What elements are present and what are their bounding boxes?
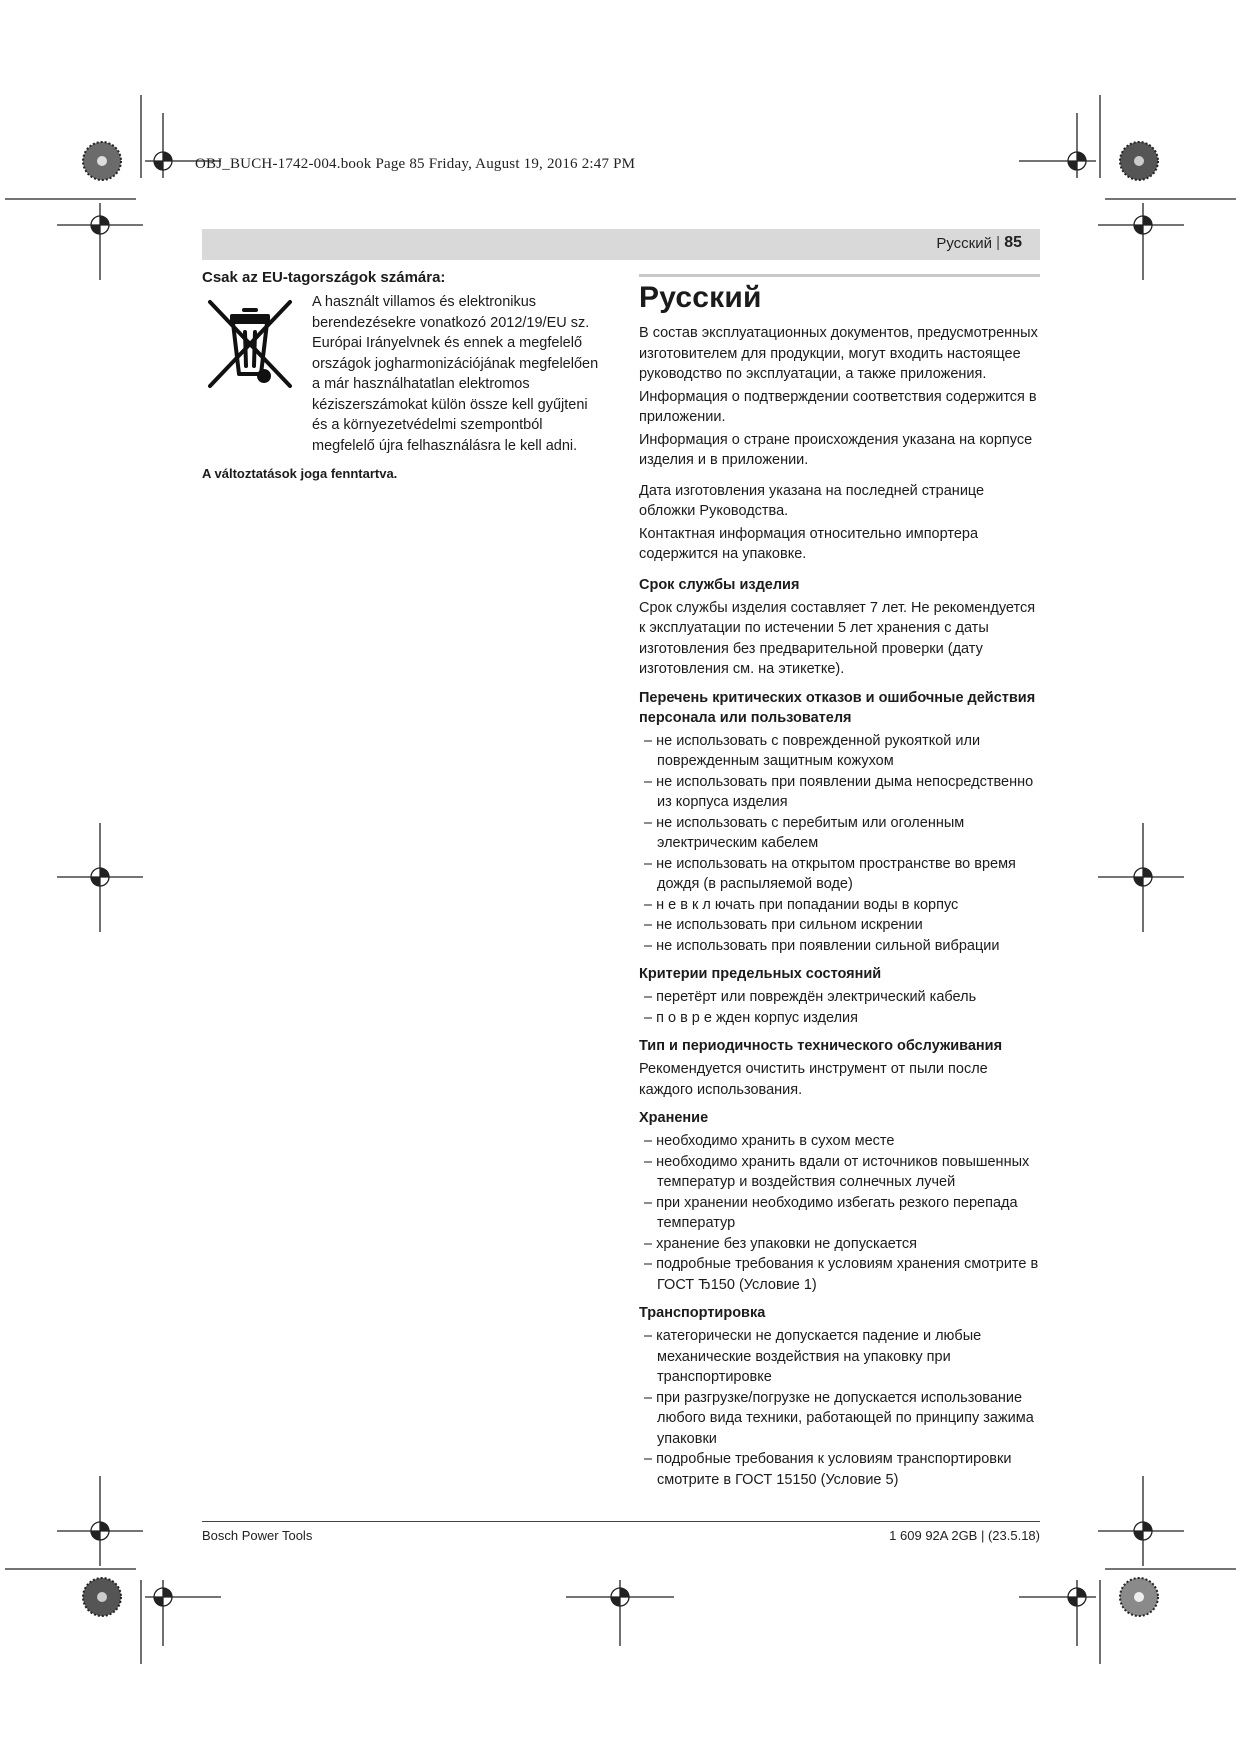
list-item: – категорически не допускается падение и любые механические воздействия на упаковку при транспортировке — [644, 1328, 982, 1385]
list-item: – не использовать с поврежденной рукояткой или поврежденным защитным кожухом — [644, 732, 981, 769]
list-item: – не использовать с перебитым или оголенным электрическим кабелем — [644, 814, 965, 851]
print-header: OBJ_BUCH-1742-004.book Page 85 Friday, August 19, 2016 2:47 PM — [195, 156, 636, 172]
left-column — [202, 269, 602, 481]
service-life-text: Срок службы изделия составляет 7 лет. Не рекомендуется к эксплуатации по истечении 5 лет хранения с даты изготовления без предварительной проверки (дату изготовления см. на этикетке). — [639, 599, 1036, 677]
list-item: – хранение без упаковки не допускается — [644, 1235, 917, 1252]
intro-block — [639, 323, 1040, 471]
list-item: – перетёрт или повреждён электрический кабель — [644, 989, 977, 1005]
weee-notice — [202, 292, 602, 456]
list-item: – не использовать при сильном искрении — [644, 917, 923, 933]
page-number: 85 — [1004, 234, 1022, 251]
list-item: – необходимо хранить вдали от источников повышенных температур и воздействия солнечных лучей — [644, 1153, 1030, 1190]
intro-paragraph: Информация о стране происхождения указана на корпусе изделия и в приложении. — [639, 431, 1033, 468]
eu-heading: Csak az EU-tagországok számára: — [202, 269, 446, 286]
header-language: Русский — [936, 235, 992, 252]
storage-heading: Хранение — [639, 1110, 709, 1126]
footer-doc-number: 1 609 92A 2GB | (23.5.18) — [889, 1528, 1040, 1543]
transport-list — [639, 1326, 1040, 1490]
weee-text: A használt villamos és elektronikus berendezésekre vonatkozó 2012/19/EU sz. Európai Irányelvnek és ennek a megfelelő országok jogharmonizációjának megfelelően a már használhatatlan elektromos kéziszerszámokat külön össze kell gyűjteni és a környezetvédelmi szempontból megfelelő újra felhasználásra le kell adni. — [312, 294, 599, 454]
footer-brand: Bosch Power Tools — [202, 1528, 313, 1543]
list-item: – подробные требования к условиям транспортировки смотрите в ГОСТ 15150 (Условие 5) — [644, 1451, 1012, 1488]
list-item: – при разгрузке/погрузке не допускается использование любого вида техники, работающей по принципу зажима упаковки — [644, 1389, 1034, 1447]
list-item: – не использовать на открытом пространстве во время дождя (в распыляемой воде) — [644, 855, 1016, 892]
list-item: – при хранении необходимо избегать резкого перепада температур — [644, 1194, 1018, 1231]
limit-states-heading: Критерии предельных состояний — [639, 966, 882, 982]
service-life-heading: Срок службы изделия — [639, 576, 800, 593]
failures-heading: Перечень критических отказов и ошибочные действия персонала или пользователя — [639, 689, 1036, 726]
section-title: Русский — [639, 281, 762, 314]
header-separator: | — [996, 234, 1000, 251]
limit-states-list — [639, 987, 1040, 1028]
list-item: – необходимо хранить в сухом месте — [644, 1133, 895, 1149]
storage-list — [639, 1131, 1040, 1295]
list-item: – не использовать при появлении дыма непосредственно из корпуса изделия — [644, 773, 1034, 810]
maintenance-text: Рекомендуется очистить инструмент от пыли после каждого использования. — [639, 1061, 988, 1098]
list-item: – п о в р е жден корпус изделия — [644, 1009, 858, 1026]
intro-paragraph: Контактная информация относительно импортера содержится на упаковке. — [639, 525, 979, 562]
intro-block-2 — [639, 481, 1040, 565]
footer-rule — [202, 1521, 1040, 1522]
rights-note: A változtatások joga fenntartva. — [202, 466, 398, 481]
intro-paragraph: Информация о подтверждении соответствия содержится в приложении. — [639, 388, 1037, 425]
intro-paragraph: В состав эксплуатационных документов, предусмотренных изготовителем для продукции, могут входить настоящее руководство по эксплуатации, а также приложения. — [639, 325, 1038, 382]
transport-heading: Транспортировка — [639, 1305, 766, 1321]
section-rule — [639, 274, 1040, 277]
list-item: – подробные требования к условиям хранения смотрите в ГОСТ Ђ150 (Условие 1) — [644, 1256, 1039, 1293]
page-header-band — [202, 229, 1040, 260]
list-item: – не использовать при появлении сильной вибрации — [644, 937, 1000, 954]
right-column — [639, 274, 1040, 1490]
list-item: – н е в к л ючать при попадании воды в корпус — [644, 896, 959, 913]
intro-paragraph: Дата изготовления указана на последней странице обложки Руководства. — [639, 482, 985, 519]
maintenance-heading: Тип и периодичность технического обслуживания — [639, 1038, 1003, 1054]
failures-list — [639, 731, 1040, 957]
crossed-out-wheelie-bin-icon — [202, 292, 302, 392]
